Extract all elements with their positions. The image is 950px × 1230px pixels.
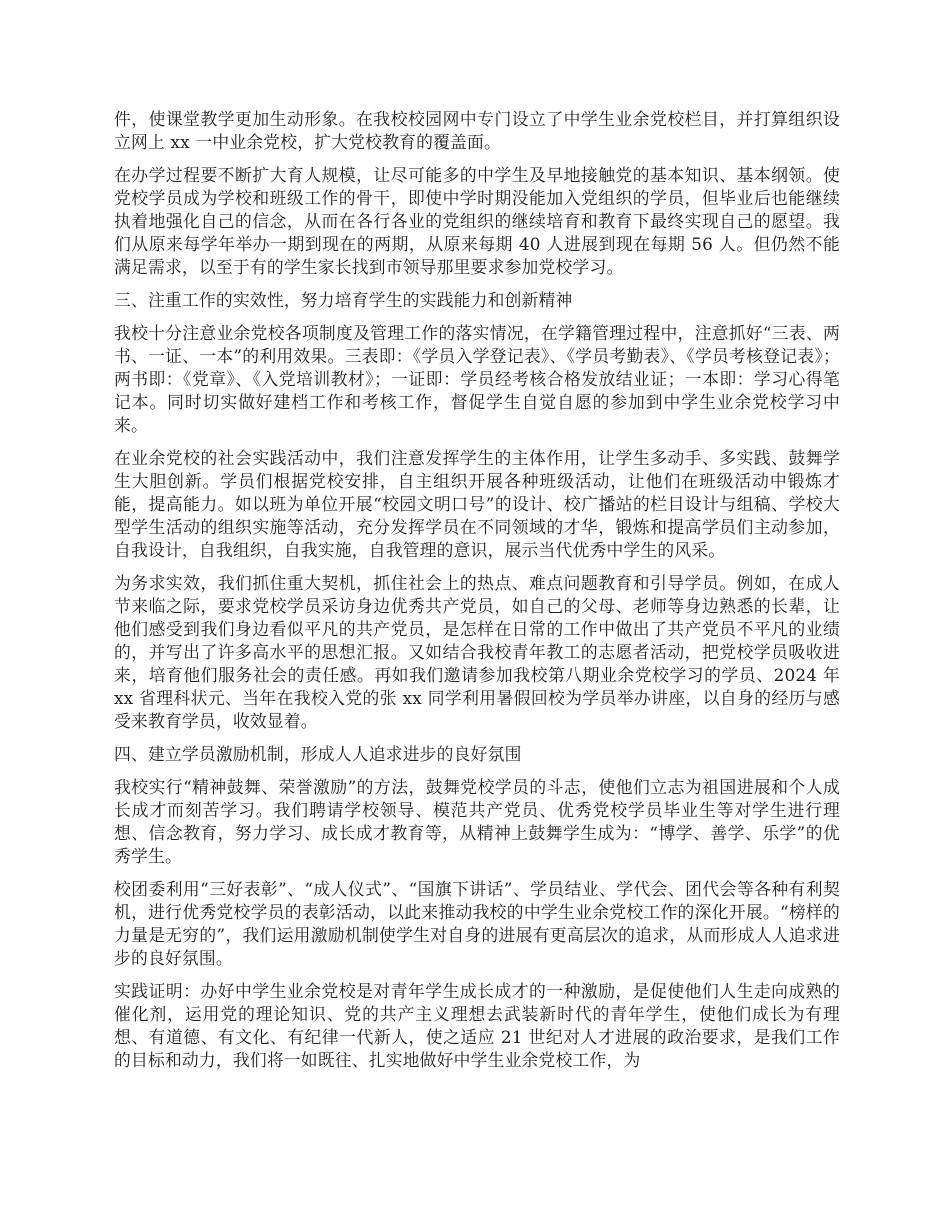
section-heading-3: 三、注重工作的实效性，努力培育学生的实践能力和创新精神 <box>114 290 573 310</box>
paragraph-scale-expansion: 在办学过程要不断扩大育人规模，让尽可能多的中学生及早地接触党的基本知识、基本纲领。使党校学员成为学校和班级工作的骨干，即使中学时期没能加入党组织的学员，但毕业后也能继续执着地强化自己的信念，从而在各行各业的党组织的继续培育和教育下最终实现自己的愿望。我们从原来每学年举办一期到现在的两期，从原来每期 40 人进展到现在每期 56 人。但仍然不能满足需求，以至于有的学生家长找到市领导那里要求参加党校学习。 <box>114 165 840 277</box>
section-heading-4: 四、建立学员激励机制，形成人人追求进步的良好氛围 <box>114 744 522 764</box>
paragraph-commendation: 校团委利用“三好表彰”、“成人仪式”、“国旗下讲话”、学员结业、学代会、团代会等各种有利契机，进行优秀党校学员的表彰活动，以此来推动我校的中学生业余党校工作的深化开展。“榜样的力量是无穷的”，我们运用激励机制使学生对自身的进展有更高层次的追求，从而形成人人追求进步的良好氛围。 <box>114 879 840 968</box>
document-body <box>114 108 840 1082</box>
paragraph-management: 我校十分注意业余党校各项制度及管理工作的落实情况，在学籍管理过程中，注意抓好“三表、两书、一证、一本”的利用效果。三表即：《学员入学登记表》、《学员考勤表》、《学员考核登记表》；两书即：《党章》、《入党培训教材》；一证即：学员经考核合格发放结业证；一本即：学习心得笔记本。同时切实做好建档工作和考核工作，督促学生自觉自愿的参加到中学生业余党校学习中来。 <box>114 323 840 435</box>
paragraph-continuation: 件，使课堂教学更加生动形象。在我校校园网中专门设立了中学生业余党校栏目，并打算组织设立网上 xx 一中业余党校，扩大党校教育的覆盖面。 <box>114 109 840 152</box>
paragraph-conclusion: 实践证明：办好中学生业余党校是对青年学生成长成才的一种激励，是促使他们人生走向成熟的催化剂，运用党的理论知识、党的共产主义理想去武装新时代的青年学生，使他们成长为有理想、有道德、有文化、有纪律一代新人，使之适应 21 世纪对人才进展的政治要求，是我们工作的目标和动力，我们将一如既往、扎实地做好中学生业余党校工作，为 <box>114 981 840 1070</box>
paragraph-social-practice: 在业余党校的社会实践活动中，我们注意发挥学生的主体作用，让学生多动手、多实践、鼓舞学生大胆创新。学员们根据党校安排，自主组织开展各种班级活动，让他们在班级活动中锻炼才能，提高能力。如以班为单位开展“校园文明口号”的设计、校广播站的栏目设计与组稿、学校大型学生活动的组织实施等活动，充分发挥学员在不同领域的才华，锻炼和提高学员们主动参加，自我设计，自我组织，自我实施，自我管理的意识，展示当代优秀中学生的风采。 <box>114 448 840 560</box>
paragraph-spirit-encouragement: 我校实行“精神鼓舞、荣誉激励”的方法，鼓舞党校学员的斗志，使他们立志为祖国进展和个人成长成才而刻苦学习。我们聘请学校领导、模范共产党员、优秀党校学员毕业生等对学生进行理想、信念教育，努力学习、成长成才教育等，从精神上鼓舞学生成为：“博学、善学、乐学”的优秀学生。 <box>114 777 840 866</box>
paragraph-effectiveness: 为务求实效，我们抓住重大契机，抓住社会上的热点、难点问题教育和引导学员。例如，在成人节来临之际，要求党校学员采访身边优秀共产党员，如自己的父母、老师等身边熟悉的长辈，让他们感受到我们身边看似平凡的共产党员，是怎样在日常的工作中做出了共产党员不平凡的业绩的，并写出了许多高水平的思想汇报。又如结合我校青年教工的志愿者活动，把党校学员吸收进来，培育他们服务社会的责任感。再如我们邀请参加我校第八期业余党校学习的学员、2024 年 xx 省理科状元、当年在我校入党的张 xx 同学利用暑假回校为学员举办讲座，以自身的经历与感受来教育学员，收效显着。 <box>114 573 840 731</box>
